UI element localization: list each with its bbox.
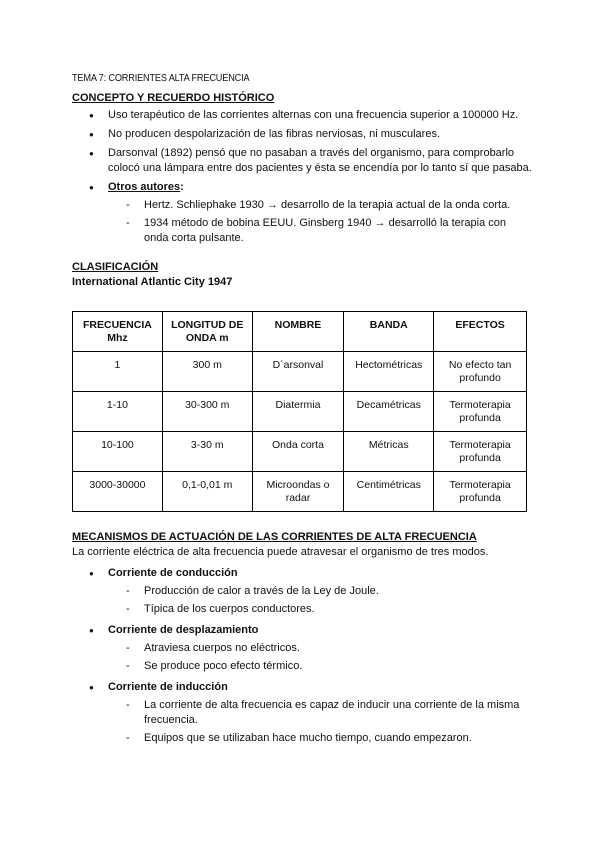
concepto-list <box>72 108 532 246</box>
table-cell: No efecto tan profundo <box>434 352 527 392</box>
column-header: LONGITUD DE ONDA m <box>162 312 252 352</box>
list-item: - Equipos que se utilizaban hace mucho tiempo, cuando empezaron. <box>108 731 532 746</box>
table-cell: 30-300 m <box>162 392 252 432</box>
table-cell: Métricas <box>344 432 434 472</box>
classification-table <box>72 311 527 512</box>
table-cell: Decamétricas <box>344 392 434 432</box>
table-cell: 1 <box>73 352 163 392</box>
otros-autores-item <box>72 180 532 246</box>
list-item: ● No producen despolarización de las fibras nerviosas, ni musculares. <box>72 127 532 142</box>
concepto-heading: CONCEPTO Y RECUERDO HISTÓRICO <box>72 92 275 104</box>
column-header: NOMBRE <box>252 312 344 352</box>
mode-desplazamiento <box>72 623 532 674</box>
list-item: - 1934 método de bobina EEUU. Ginsberg 1940 → desarrolló la terapia con onda corta pulsante. <box>108 216 532 246</box>
table-cell: 0,1-0,01 m <box>162 472 252 512</box>
table-row <box>73 432 527 472</box>
table-cell: D´arsonval <box>252 352 344 392</box>
mecanismos-list <box>72 566 532 746</box>
column-header: BANDA <box>344 312 434 352</box>
mode-title: Corriente de conducción <box>108 567 238 579</box>
clasificacion-heading: CLASIFICACIÓN <box>72 261 159 273</box>
list-item: ● Darsonval (1892) pensó que no pasaban a través del organismo, para comprobarlo colocó una lámpara entre dos pacientes y ésta se encendía por lo tanto sí que pasaba. <box>72 146 532 176</box>
table-row <box>73 392 527 432</box>
otros-autores-colon: : <box>180 181 184 193</box>
table-cell: Termoterapia profunda <box>434 392 527 432</box>
table-header-row <box>73 312 527 352</box>
table-cell: 1-10 <box>73 392 163 432</box>
mode-items <box>108 698 532 746</box>
table-cell: Centimétricas <box>344 472 434 512</box>
otros-autores-list <box>108 198 532 246</box>
table-row <box>73 352 527 392</box>
table-cell: Onda corta <box>252 432 344 472</box>
table-row <box>73 472 527 512</box>
otros-autores-label: Otros autores <box>108 181 181 193</box>
table-cell: Hectométricas <box>344 352 434 392</box>
table-cell: 10-100 <box>73 432 163 472</box>
clasificacion-subheading: International Atlantic City 1947 <box>72 276 233 288</box>
mecanismos-intro: La corriente eléctrica de alta frecuencia puede atravesar el organismo de tres modos. <box>72 546 489 558</box>
table-cell: Diatermia <box>252 392 344 432</box>
table-cell: Termoterapia profunda <box>434 432 527 472</box>
mecanismos-heading: MECANISMOS DE ACTUACIÓN DE LAS CORRIENTES DE ALTA FRECUENCIA <box>72 531 477 543</box>
list-item: - Hertz. Schliephake 1930 → desarrollo de la terapia actual de la onda corta. <box>108 198 532 213</box>
list-item: - La corriente de alta frecuencia es capaz de inducir una corriente de la misma frecuencia. <box>108 698 532 728</box>
table-cell: 300 m <box>162 352 252 392</box>
mode-items <box>108 641 532 674</box>
table-cell: Termoterapia profunda <box>434 472 527 512</box>
list-item: - Típica de los cuerpos conductores. <box>108 602 532 617</box>
list-item: - Atraviesa cuerpos no eléctricos. <box>108 641 532 656</box>
mode-title: Corriente de inducción <box>108 681 228 693</box>
table-cell: Microondas o radar <box>252 472 344 512</box>
column-header: FRECUENCIA Mhz <box>73 312 163 352</box>
list-item: - Se produce poco efecto térmico. <box>108 659 532 674</box>
document-page <box>72 72 532 750</box>
table-cell: 3-30 m <box>162 432 252 472</box>
mode-items <box>108 584 532 617</box>
column-header: EFECTOS <box>434 312 527 352</box>
mode-conduccion <box>72 566 532 617</box>
mode-title: Corriente de desplazamiento <box>108 624 259 636</box>
document-title: TEMA 7: CORRIENTES ALTA FRECUENCIA <box>72 73 250 84</box>
list-item: - Producción de calor a través de la Ley de Joule. <box>108 584 532 599</box>
list-item: ● Uso terapéutico de las corrientes alternas con una frecuencia superior a 100000 Hz. <box>72 108 532 123</box>
table-cell: 3000-30000 <box>73 472 163 512</box>
mode-induccion <box>72 680 532 746</box>
